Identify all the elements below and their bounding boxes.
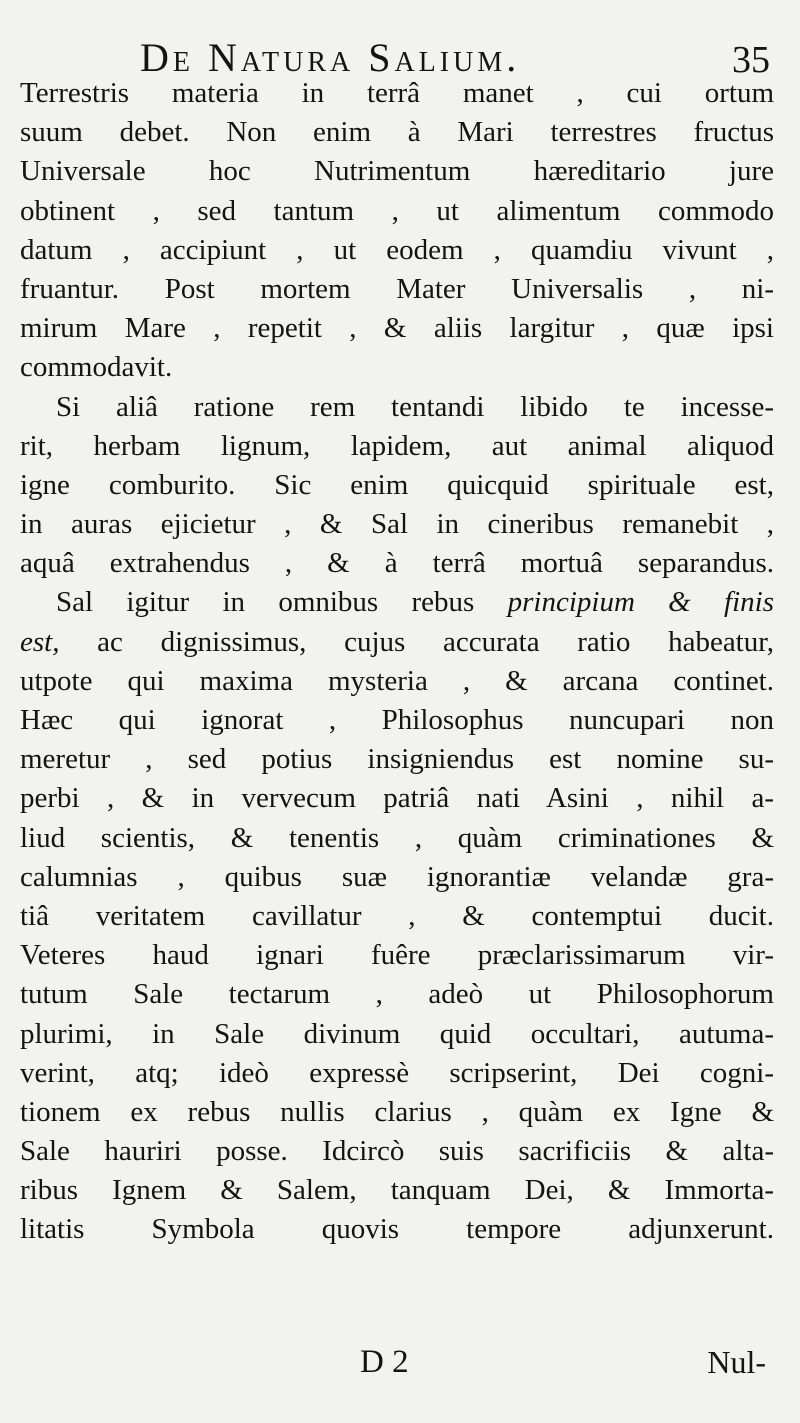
text-line: rit, herbam lignum, lapidem, aut animal aliquod: [20, 429, 774, 462]
text-line: in auras ejicietur , & Sal in cineribus remanebit ,: [20, 508, 774, 541]
body-text: [20, 74, 774, 1250]
text-line: liud scientis, & tenentis , quàm criminationes &: [20, 821, 774, 854]
text-line: Hæc qui ignorat , Philosophus nuncupari non: [20, 704, 774, 736]
text-line: plurimi, in Sale divinum quid occultari, autuma-: [20, 1017, 774, 1050]
text-line: tiâ veritatem cavillatur , & contemptui ducit.: [20, 899, 774, 932]
text-line: mirum Mare , repetit , & aliis largitur , quæ ipsi: [20, 312, 774, 345]
text-line: tionem ex rebus nullis clarius , quàm ex Igne &: [20, 1095, 774, 1128]
text-line: perbi , & in vervecum patriâ nati Asini , nihil a-: [20, 782, 774, 815]
text-line: commodavit.: [20, 351, 173, 384]
text-line: aquâ extrahendus , & à terrâ mortuâ separandus.: [20, 547, 774, 580]
text-line: igne comburito. Sic enim quicquid spirituale est,: [20, 468, 774, 501]
text-line: suum debet. Non enim à Mari terrestres fructus: [20, 116, 774, 149]
page-header: [20, 22, 774, 81]
text-line: datum , accipiunt , ut eodem , quamdiu vivunt ,: [20, 233, 774, 266]
text-line: meretur , sed potius insigniendus est nomine su-: [20, 743, 774, 776]
paragraph-start-line: Si aliâ ratione rem tentandi libido te incesse-: [56, 390, 774, 423]
page-number: 35: [732, 39, 770, 81]
text-line: obtinent , sed tantum , ut alimentum commodo: [20, 194, 774, 227]
text-line: Veteres haud ignari fuêre præclarissimarum vir-: [20, 939, 774, 972]
text-line: litatis Symbola quovis tempore adjunxerunt.: [20, 1213, 774, 1246]
text-line: Universale hoc Nutrimentum hæreditario jure: [20, 155, 774, 188]
catchword: Nul-: [707, 1344, 766, 1380]
running-title: De Natura Salium.: [140, 35, 521, 80]
text-line: Sale hauriri posse. Idcircò suis sacrificiis & alta-: [20, 1135, 774, 1168]
page-footer: [0, 1338, 800, 1386]
text-line: fruantur. Post mortem Mater Universalis , ni-: [20, 272, 774, 305]
text-line: ribus Ignem & Salem, tanquam Dei, & Immorta-: [20, 1174, 774, 1207]
text-line: verint, atq; ideò expressè scripserint, Dei cogni-: [20, 1056, 774, 1089]
text-line: utpote qui maxima mysteria , & arcana continet.: [20, 664, 774, 697]
paragraph-start-line: Sal igitur in omnibus rebus principium & finis: [56, 586, 774, 619]
text-line: Terrestris materia in terrâ manet , cui ortum: [20, 77, 774, 109]
text-line: tutum Sale tectarum , adeò ut Philosophorum: [20, 978, 774, 1011]
text-line: est, ac dignissimus, cujus accurata ratio habeatur,: [20, 625, 774, 658]
signature-mark: D 2: [360, 1344, 409, 1380]
text-line: calumnias , quibus suæ ignorantiæ velandæ gra-: [20, 860, 774, 893]
